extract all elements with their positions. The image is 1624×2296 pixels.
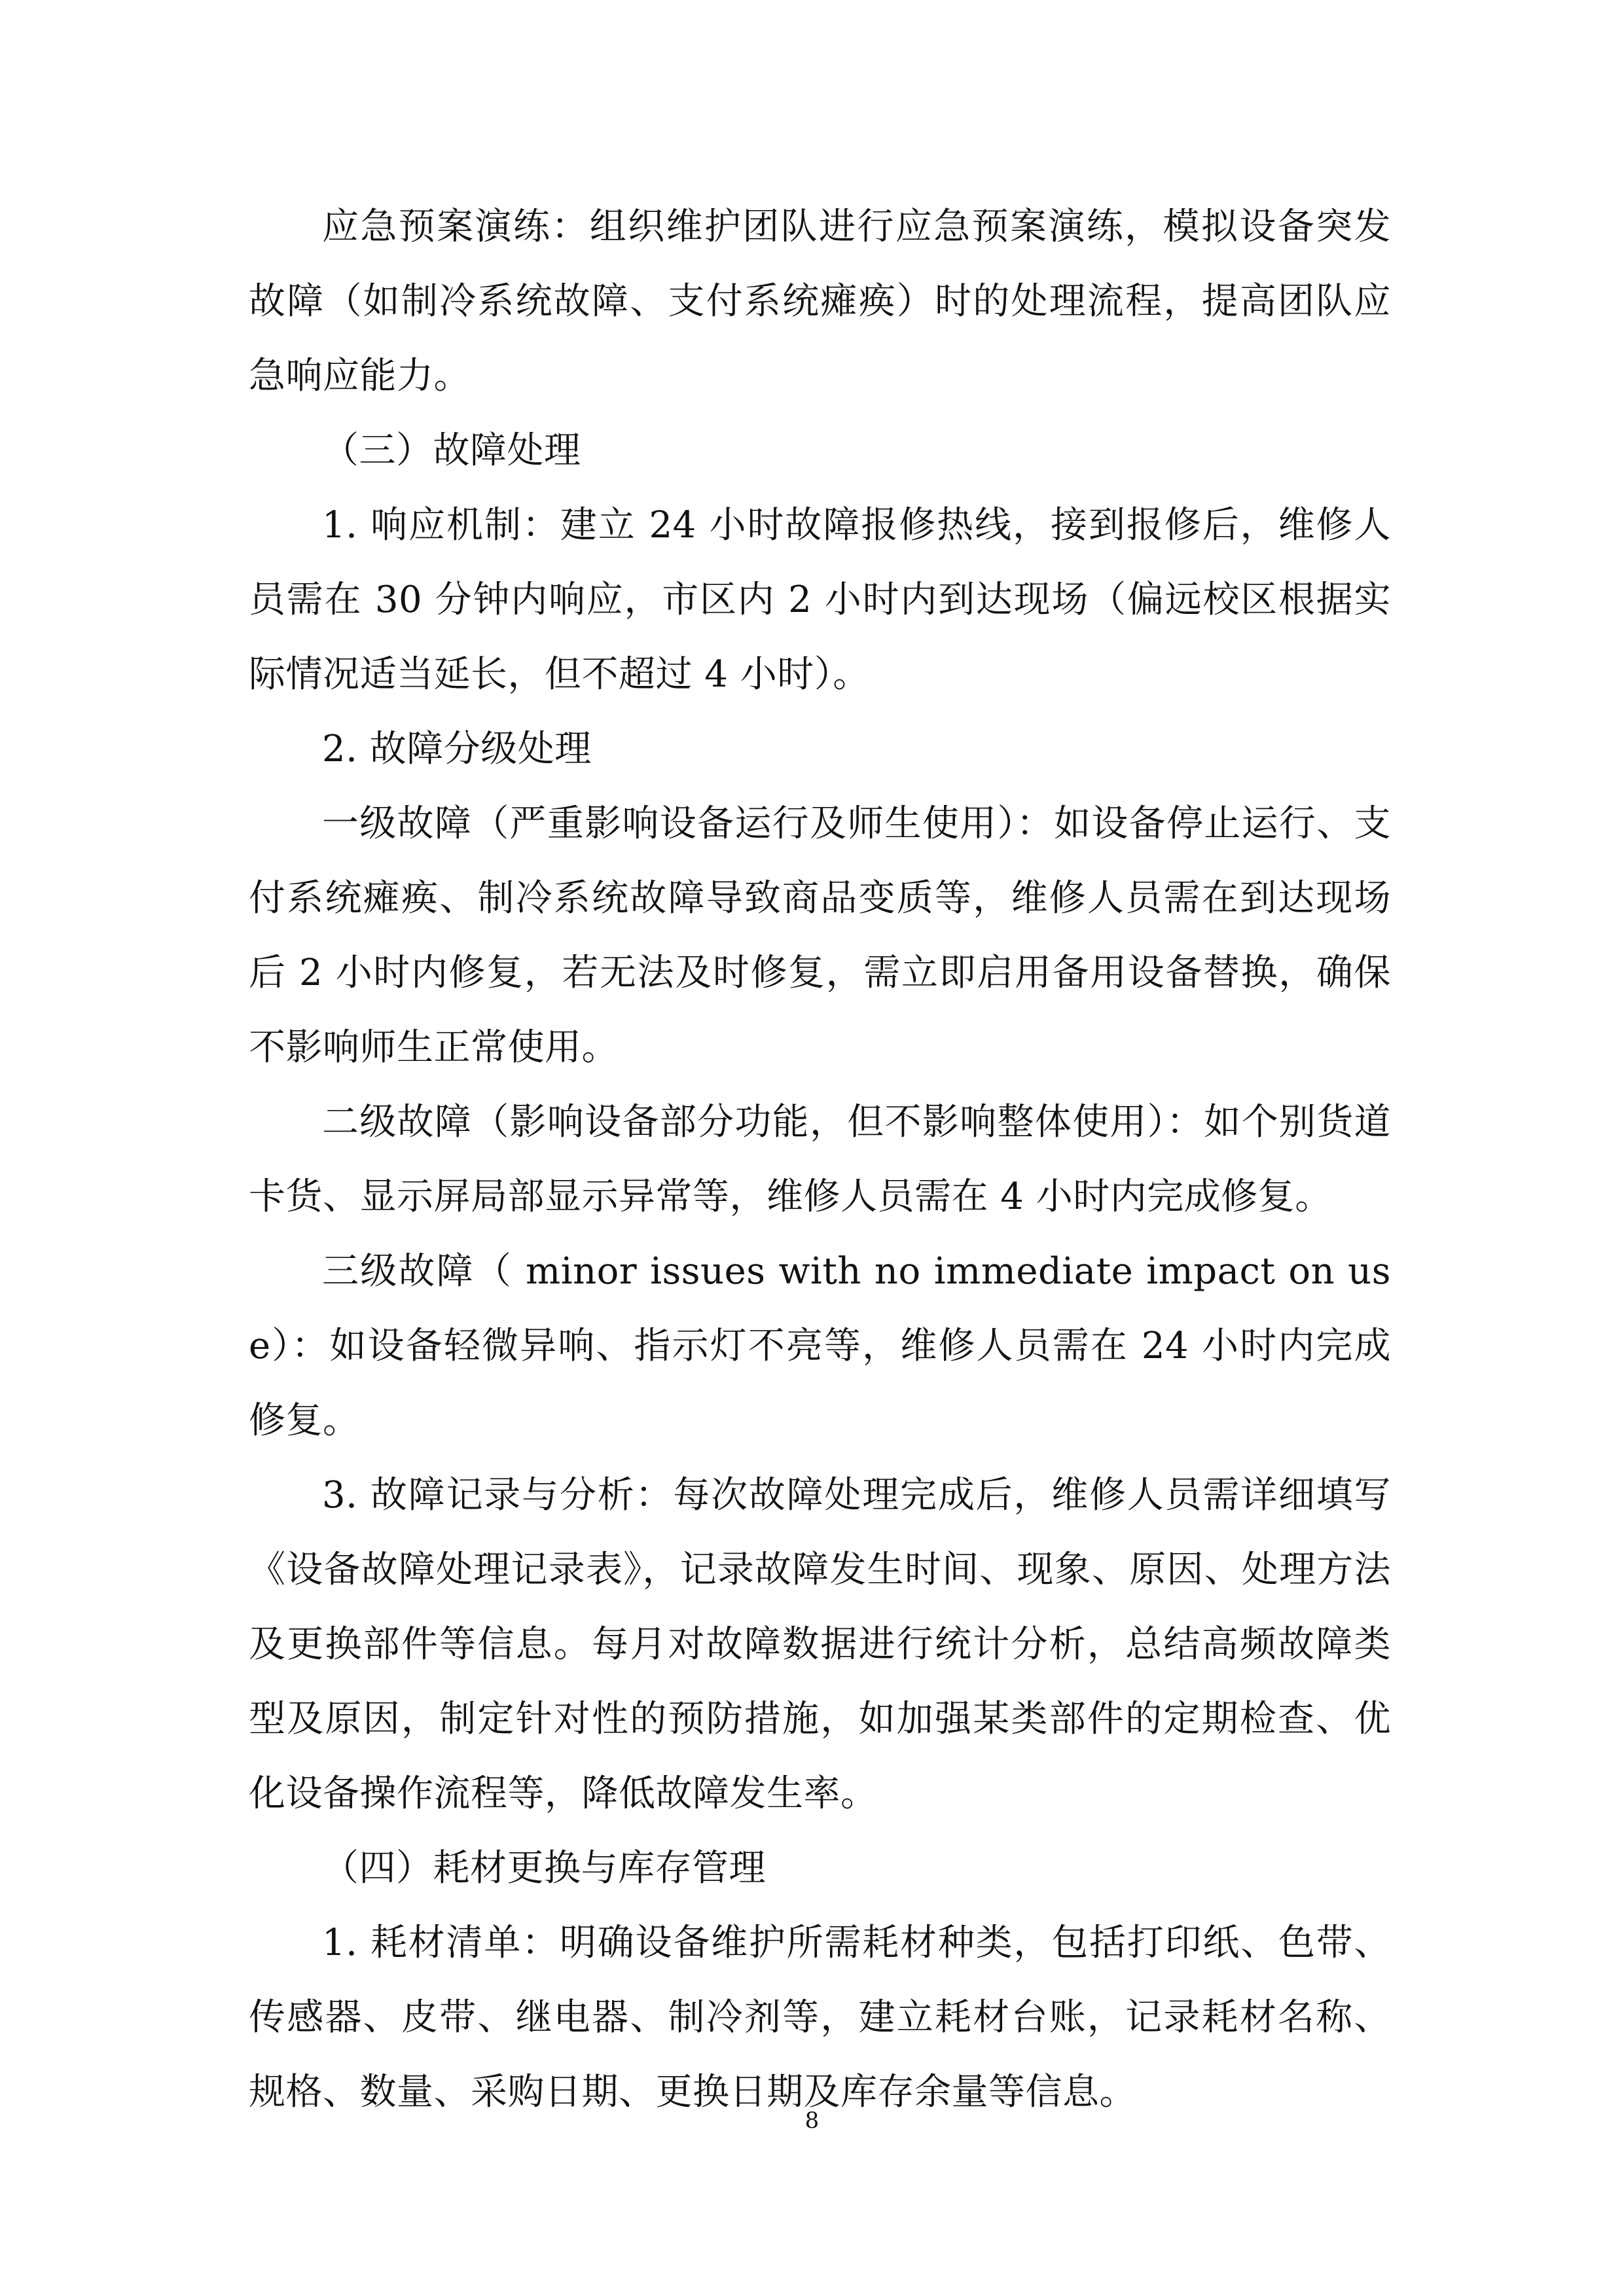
- paragraph-level-two-fault: 二级故障（影响设备部分功能，但不影响整体使用）：如个别货道卡货、显示屏局部显示异常等，维修人员需在 4 小时内完成修复。: [249, 1101, 1391, 1218]
- paragraph-response-mechanism: 1. 响应机制：建立 24 小时故障报修热线，接到报修后，维修人员需在 30 分钟内响应，市区内 2 小时内到达现场（偏远校区根据实际情况适当延长，但不超过 4 小时）。: [249, 504, 1391, 696]
- document-body: [249, 190, 1391, 2130]
- paragraph-level-one-fault: 一级故障（严重影响设备运行及师生使用）：如设备停止运行、支付系统瘫痪、制冷系统故障导致商品变质等，维修人员需在到达现场后 2 小时内修复，若无法及时修复，需立即启用备用设备替换，确保不影响师生正常使用。: [249, 802, 1391, 1069]
- paragraph-emergency-drill: 应急预案演练：组织维护团队进行应急预案演练，模拟设备突发故障（如制冷系统故障、支付系统瘫痪）时的处理流程，提高团队应急响应能力。: [249, 206, 1391, 397]
- section-heading-consumables: （四）耗材更换与库存管理: [322, 1847, 766, 1890]
- paragraph-fault-record-analysis: 3. 故障记录与分析：每次故障处理完成后，维修人员需详细填写《设备故障处理记录表》，记录故障发生时间、现象、原因、处理方法及更换部件等信息。每月对故障数据进行统计分析，总结高频故障类型及原因，制定针对性的预防措施，如加强某类部件的定期检查、优化设备操作流程等，降低故障发生率。: [249, 1474, 1391, 1815]
- paragraph-consumables-list: 1. 耗材清单：明确设备维护所需耗材种类，包括打印纸、色带、传感器、皮带、继电器、制冷剂等，建立耗材台账，记录耗材名称、规格、数量、采购日期、更换日期及库存余量等信息。: [249, 1922, 1391, 2113]
- subheading-fault-grading: 2. 故障分级处理: [322, 728, 592, 770]
- page-number: 8: [804, 2108, 820, 2134]
- section-heading-fault-handling: （三）故障处理: [322, 429, 581, 472]
- paragraph-level-three-fault: 三级故障（ minor issues with no immediate impact on use）：如设备轻微异响、指示灯不亮等，维修人员需在 24 小时内完成修复。: [249, 1250, 1391, 1442]
